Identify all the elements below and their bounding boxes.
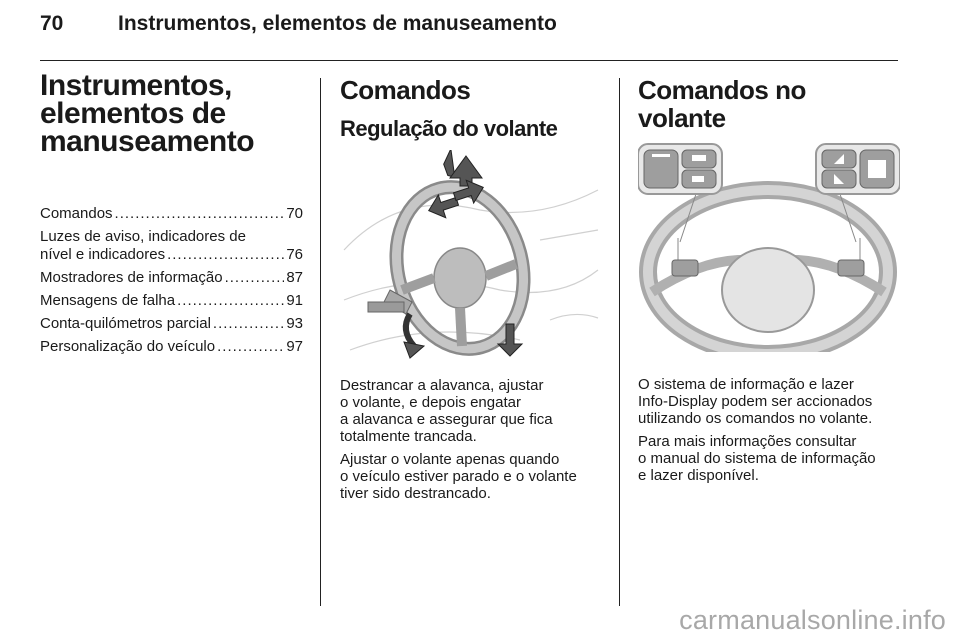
toc-item[interactable] bbox=[40, 338, 303, 356]
running-header-title: Instrumentos, elementos de manuseamento bbox=[118, 12, 557, 35]
table-of-contents bbox=[40, 205, 303, 361]
column-divider bbox=[619, 78, 620, 606]
steering-wheel-icon bbox=[379, 173, 541, 364]
toc-page: 87 bbox=[286, 269, 303, 286]
toc-page: 76 bbox=[286, 246, 303, 263]
paragraph: Ajustar o volante apenas quando o veículo estiver parado e o volante tiver sido destrancado. bbox=[340, 451, 577, 502]
paragraph: O sistema de informação e lazer Info-Display podem ser accionados utilizando os comandos no volante. bbox=[638, 376, 873, 427]
toc-item[interactable] bbox=[40, 315, 303, 333]
column-comandos-volante bbox=[638, 76, 900, 490]
heading-comandos: Comandos bbox=[340, 75, 471, 105]
column-divider bbox=[320, 78, 321, 606]
toc-item[interactable] bbox=[40, 205, 303, 223]
toc-label: Mensagens de falha bbox=[40, 292, 176, 309]
toc-label: Conta-quilómetros parcial bbox=[40, 315, 211, 332]
toc-item[interactable] bbox=[40, 269, 303, 287]
steering-wheel-controls-illustration bbox=[638, 142, 900, 352]
toc-page: 70 bbox=[286, 205, 303, 222]
paragraph: Para mais informações consultar o manual do sistema de informação e lazer disponível. bbox=[638, 433, 876, 484]
header-rule bbox=[40, 60, 898, 61]
toc-item[interactable] bbox=[40, 228, 303, 264]
toc-label-continued: nível e indicadores bbox=[40, 246, 166, 263]
toc-page: 91 bbox=[286, 292, 303, 309]
section-title: Instrumentos, elementos de manuseamento bbox=[40, 69, 255, 158]
heading-comandos-no-volante: Comandos no volante bbox=[638, 75, 806, 133]
right-control-panel-icon bbox=[816, 144, 900, 194]
toc-label: Comandos bbox=[40, 205, 113, 222]
paragraph: Destrancar a alavanca, ajustar o volante, e depois engatar a alavanca e assegurar que fica totalmente trancada. bbox=[340, 377, 553, 445]
watermark: carmanualsonline.info bbox=[679, 605, 946, 635]
column-comandos bbox=[340, 76, 602, 508]
toc-page: 97 bbox=[286, 338, 303, 355]
subheading-regulacao: Regulação do volante bbox=[340, 116, 558, 141]
toc-label: Luzes de aviso, indicadores de bbox=[40, 228, 246, 245]
toc-page: 93 bbox=[286, 315, 303, 332]
page-number: 70 bbox=[40, 12, 64, 35]
toc-label: Personalização do veículo bbox=[40, 338, 216, 355]
steering-wheel-adjustment-illustration bbox=[340, 150, 602, 365]
left-control-panel-icon bbox=[638, 144, 722, 194]
toc-label: Mostradores de informação bbox=[40, 269, 223, 286]
toc-item[interactable] bbox=[40, 292, 303, 310]
